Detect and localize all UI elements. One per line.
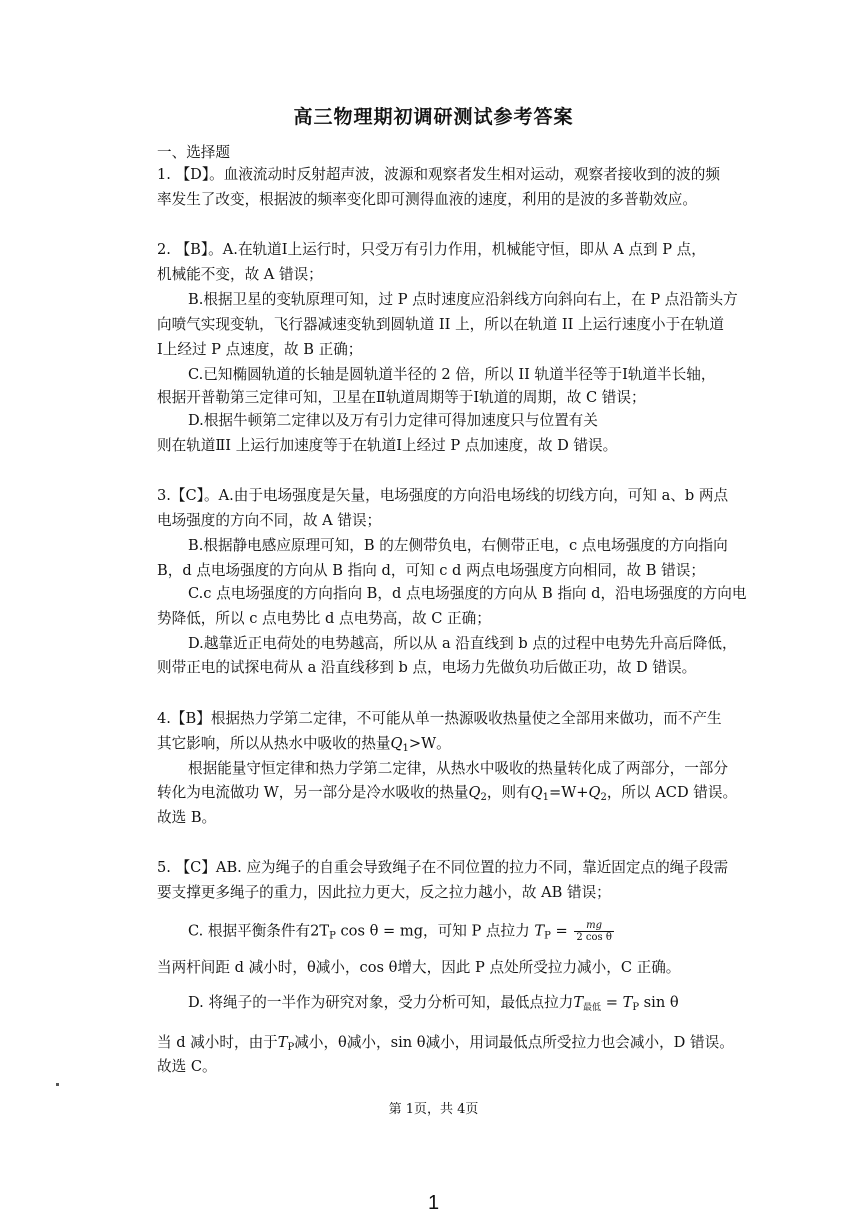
math-subscript: P: [544, 930, 551, 942]
text-span: C. 根据平衡条件有2T: [188, 922, 330, 940]
math-subscript: P: [329, 930, 336, 942]
math-symbol: T: [277, 1034, 288, 1051]
answer-line: 率发生了改变，根据波的频率变化即可测得血液的速度，利用的是波的多普勒效应。: [157, 191, 697, 208]
text-span: ，所以 ACD 错误。: [606, 784, 738, 801]
answer-line: 则在轨道ⅡI 上运行加速度等于在轨道Ⅰ上经过 P 点加速度，故 D 错误。: [157, 437, 618, 454]
math-subscript: 2: [600, 792, 607, 803]
answer-line: 机械能不变，故 A 错误；: [157, 266, 323, 283]
text-span: D. 将绳子的一半作为研究对象，受力分析可知，最低点拉力: [188, 994, 574, 1011]
fraction: [574, 920, 614, 943]
fraction-numerator: mg: [574, 920, 614, 932]
math-subscript: 最低: [583, 1003, 602, 1013]
math-symbol: Q: [588, 784, 601, 801]
math-symbol: Q: [468, 784, 481, 801]
text-span: ，则有: [486, 784, 531, 801]
text-span: cos θ = mg，可知 P 点拉力: [335, 922, 530, 940]
answer-line: 故选 B。: [157, 809, 217, 826]
text-span: >W。: [408, 735, 451, 752]
answer-line: Ⅰ上经过 P 点速度，故 B 正确；: [157, 341, 363, 358]
answer-line: B.根据静电感应原理可知，B 的左侧带负电，右侧带正电，c 点电场强度的方向指向: [188, 537, 728, 554]
text-span: sin θ: [639, 994, 679, 1011]
math-subscript: 1: [402, 743, 409, 754]
answer-line: 5. 【C】AB. 应为绳子的自重会导致绳子在不同位置的拉力不同，靠近固定点的绳子段需: [157, 859, 729, 876]
answer-line: [157, 1033, 734, 1058]
page-footer: 第 1页，共 4页: [388, 1102, 479, 1117]
answer-line: 要支撑更多绳子的重力，因此拉力更大，反之拉力越小，故 AB 错误；: [157, 884, 611, 901]
page-number: 1: [427, 1192, 440, 1214]
answer-line: 根据能量守恒定律和热力学第二定律，从热水中吸收的热量转化成了两部分，一部分: [188, 760, 728, 777]
answer-line: [188, 993, 679, 1018]
math-subscript: P: [632, 1002, 640, 1013]
answer-line: [157, 783, 737, 808]
section-heading: 一、选择题: [157, 144, 230, 161]
answer-line: C.已知椭圆轨道的长轴是圆轨道半径的 2 倍，所以 II 轨道半径等于Ⅰ轨道半长轴，: [188, 366, 716, 383]
answer-line: C.c 点电场强度的方向指向 B，d 点电场强度的方向从 B 指向 d，沿电场强度的方向电: [188, 585, 747, 602]
fraction-denominator: 2 cos θ: [576, 932, 612, 943]
math-subscript: 1: [542, 792, 550, 803]
answer-line: D.越靠近正电荷处的电势越高，所以从 a 沿直线到 b 点的过程中电势先升高后降低，: [188, 635, 737, 652]
answer-line: 电场强度的方向不同，故 A 错误；: [157, 512, 382, 529]
math-symbol: T: [573, 994, 584, 1011]
text-span: =: [601, 994, 623, 1011]
text-span: 转化为电流做功 W，另一部分是冷水吸收的热量: [157, 784, 469, 801]
answer-line: 2. 【B】。A.在轨道Ⅰ上运行时，只受万有引力作用，机械能守恒，即从 A 点到 P 点，: [157, 241, 706, 258]
text-span: 其它影响，所以从热水中吸收的热量: [157, 735, 391, 752]
answer-line: 根据开普勒第三定律可知，卫星在Ⅱ轨道周期等于Ⅰ轨道的周期，故 C 错误；: [157, 389, 646, 406]
math-subscript: 2: [480, 792, 487, 803]
math-symbol: T: [622, 994, 633, 1011]
math-symbol: Q: [530, 784, 543, 801]
answer-line: D.根据牛顿第二定律以及万有引力定律可得加速度只与位置有关: [188, 412, 598, 429]
text-span: =W+: [549, 784, 589, 801]
answer-line: 势降低，所以 c 点电势比 d 点电势高，故 C 正确；: [157, 610, 491, 627]
answer-line: 1. 【D】。血液流动时反射超声波，波源和观察者发生相对运动，观察者接收到的波的频: [157, 166, 720, 183]
text-span: =: [550, 922, 573, 940]
answer-line: [188, 920, 616, 947]
answer-line: 4.【B】根据热力学第二定律，不可能从单一热源吸收热量使之全部用来做功，而不产生: [157, 710, 722, 727]
document-title: 高三物理期初调研测试参考答案: [293, 106, 574, 128]
answer-line: B.根据卫星的变轨原理可知，过 P 点时速度应沿斜线方向斜向右上，在 P 点沿箭头方: [188, 291, 738, 308]
answer-line: 当两杆间距 d 减小时，θ减小，cos θ增大，因此 P 点处所受拉力减小，C 正确。: [157, 959, 681, 976]
text-span: 当 d 减小时，由于: [157, 1034, 278, 1051]
math-subscript: P: [287, 1042, 295, 1053]
answer-line: B，d 点电场强度的方向从 B 指向 d，可知 c d 两点电场强度方向相同，故 B 错误；: [157, 562, 705, 579]
text-span: 减小，θ减小，sin θ减小，用词最低点所受拉力也会减小，D 错误。: [294, 1034, 734, 1051]
answer-line: [157, 734, 451, 759]
answer-line: 故选 C。: [157, 1058, 217, 1075]
answer-line: 则带正电的试探电荷从 a 沿直线移到 b 点，电场力先做负功后做正功，故 D 错误。: [157, 659, 697, 676]
math-symbol: T: [534, 922, 545, 940]
scan-speck: [56, 1083, 59, 1086]
answer-line: 3.【C】。A.由于电场强度是矢量，电场强度的方向沿电场线的切线方向，可知 a、b 两点: [157, 487, 729, 504]
math-symbol: Q: [390, 735, 403, 752]
answer-line: 向喷气实现变轨，飞行器减速变轨到圆轨道 II 上，所以在轨道 II 上运行速度小于在轨道: [157, 316, 724, 333]
